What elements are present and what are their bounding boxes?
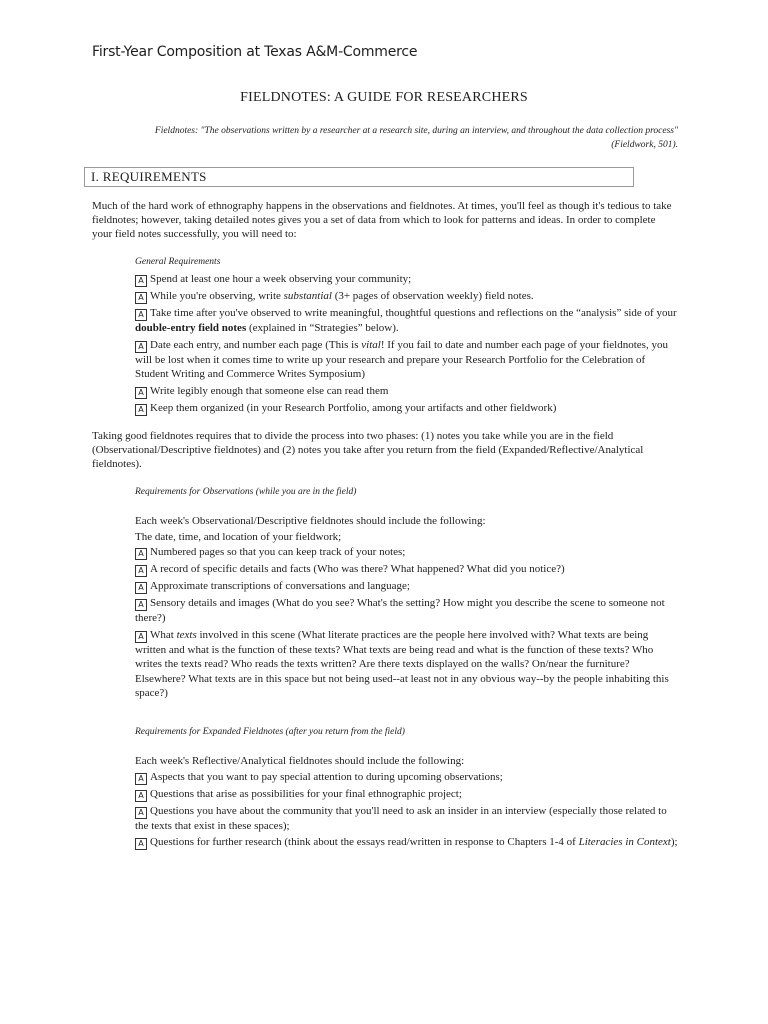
checkbox-icon: A xyxy=(135,309,147,321)
item-text: (explained in “Strategies” below). xyxy=(246,322,399,334)
item-text: Spend at least one hour a week observing your community; xyxy=(150,273,412,285)
list-item xyxy=(135,562,680,577)
list-item xyxy=(135,338,680,382)
epigraph-quote: Fieldnotes: "The observations written by a researcher at a research site, during an interview, and throughout the data collection process" xyxy=(154,126,678,136)
list-item xyxy=(135,289,680,304)
list-item xyxy=(135,545,680,560)
list-item xyxy=(135,628,680,701)
checkbox-icon: A xyxy=(135,341,147,353)
phases-paragraph: Taking good fieldnotes requires that to divide the process into two phases: (1) notes you take while you are in the field (Observational/Descriptive fieldnotes) and (2) notes you take after you return from the field (Expanded/Reflective/Analytical fieldnotes). xyxy=(92,430,644,470)
document-title: FIELDNOTES: A GUIDE FOR RESEARCHERS xyxy=(240,90,528,105)
item-text: Take time after you've observed to write meaningful, thoughtful questions and reflections on the “analysis” side of your xyxy=(150,307,677,319)
expanded-list xyxy=(135,754,680,852)
list-item xyxy=(135,804,680,834)
item-emphasis: Literacies in Context xyxy=(578,836,671,848)
item-text: Keep them organized (in your Research Portfolio, among your artifacts and other fieldwork) xyxy=(150,401,557,414)
intro-paragraph: Much of the hard work of ethnography happens in the observations and fieldnotes. At times, you'll feel as though it's tedious to take fieldnotes; however, taking detailed notes gives you a set of data from which to look for patterns and ideas. In order to complete your field notes successfully, you will need to: xyxy=(92,200,672,240)
list-item xyxy=(135,770,680,785)
list-item xyxy=(135,787,680,802)
checkbox-icon: A xyxy=(135,790,147,802)
item-text: Questions that arise as possibilities for your final ethnographic project; xyxy=(150,787,462,800)
list-item xyxy=(135,596,680,626)
checkbox-icon: A xyxy=(135,565,147,577)
expanded-intro: Each week's Reflective/Analytical fieldnotes should include the following: xyxy=(135,755,465,767)
item-emphasis: texts xyxy=(176,628,197,641)
section-heading-text: I. REQUIREMENTS xyxy=(91,169,207,184)
list-item xyxy=(135,272,680,287)
observations-intro: Each week's Observational/Descriptive fieldnotes should include the following: xyxy=(135,515,486,527)
list-item xyxy=(135,401,680,416)
list-item xyxy=(135,579,680,594)
list-item xyxy=(135,835,680,850)
item-text: Numbered pages so that you can keep track of your notes; xyxy=(150,546,406,558)
general-requirements-heading: General Requirements xyxy=(135,257,221,267)
checkbox-icon: A xyxy=(135,631,147,643)
observations-items xyxy=(135,545,680,701)
item-strong: double-entry field notes xyxy=(135,322,247,334)
checkbox-icon: A xyxy=(135,807,147,819)
item-text: Write legibly enough that someone else can read them xyxy=(150,384,389,397)
item-text: Sensory details and images (What do you see? What's the setting? How might you describe the scene to someone not there?) xyxy=(135,597,665,624)
item-text: Date each entry, and number each page (This is xyxy=(150,338,362,351)
epigraph-citation: (Fieldwork, 501). xyxy=(611,140,678,150)
checkbox-icon: A xyxy=(135,773,147,785)
item-text: Aspects that you want to pay special attention to during upcoming observations; xyxy=(150,770,503,783)
list-item xyxy=(135,306,680,336)
checkbox-icon: A xyxy=(135,838,147,850)
item-text: ); xyxy=(670,836,678,848)
item-text: Questions you have about the community that you'll need to ask an insider in an interview (especially those related to the texts that exist in these spaces); xyxy=(135,804,667,832)
course-header: First-Year Composition at Texas A&M-Commerce xyxy=(92,44,418,60)
item-emphasis: vital xyxy=(361,338,381,351)
observations-list xyxy=(135,514,680,703)
item-text: (3+ pages of observation weekly) field notes. xyxy=(331,290,534,302)
checkbox-icon: A xyxy=(135,275,147,287)
checkbox-icon: A xyxy=(135,292,147,304)
general-requirements-list xyxy=(135,272,680,418)
item-text: ! If you fail to date and number each page of your fieldnotes, you will be lost when it comes time to write up your research and prepare your Research Portfolio for the Celebration of Student Writing and Commerce Writes Symposium) xyxy=(135,338,668,380)
epigraph xyxy=(118,124,678,152)
item-text: A record of specific details and facts (Who was there? What happened? What did you notice?) xyxy=(150,563,565,575)
item-text: Questions for further research (think about the essays read/written in response to Chapters 1-4 of xyxy=(150,836,579,848)
item-text: involved in this scene (What literate practices are the people here involved with? What texts are being written and what is the function of these texts? What texts are being read and what is the function of these texts? Who writes the texts read? Who reads the texts written? Are there texts displayed on the walls? On/near the furniture? Elsewhere? What texts are in this space but not being used--at least not in any obvious way--by the people inhabiting this space?) xyxy=(135,628,669,699)
item-emphasis: substantial xyxy=(283,290,332,302)
expanded-items xyxy=(135,770,680,851)
section-heading-requirements xyxy=(84,167,634,187)
item-text: Approximate transcriptions of conversations and language; xyxy=(150,580,410,592)
checkbox-icon: A xyxy=(135,548,147,560)
checkbox-icon: A xyxy=(135,582,147,594)
expanded-heading: Requirements for Expanded Fieldnotes (after you return from the field) xyxy=(135,727,405,737)
item-text: While you're observing, write xyxy=(150,290,284,302)
checkbox-icon: A xyxy=(135,387,147,399)
observations-heading: Requirements for Observations (while you are in the field) xyxy=(135,487,357,497)
list-item xyxy=(135,384,680,399)
item-text: What xyxy=(150,628,177,641)
checkbox-icon: A xyxy=(135,599,147,611)
checkbox-icon: A xyxy=(135,404,147,416)
observations-first-line: The date, time, and location of your fieldwork; xyxy=(135,530,342,543)
